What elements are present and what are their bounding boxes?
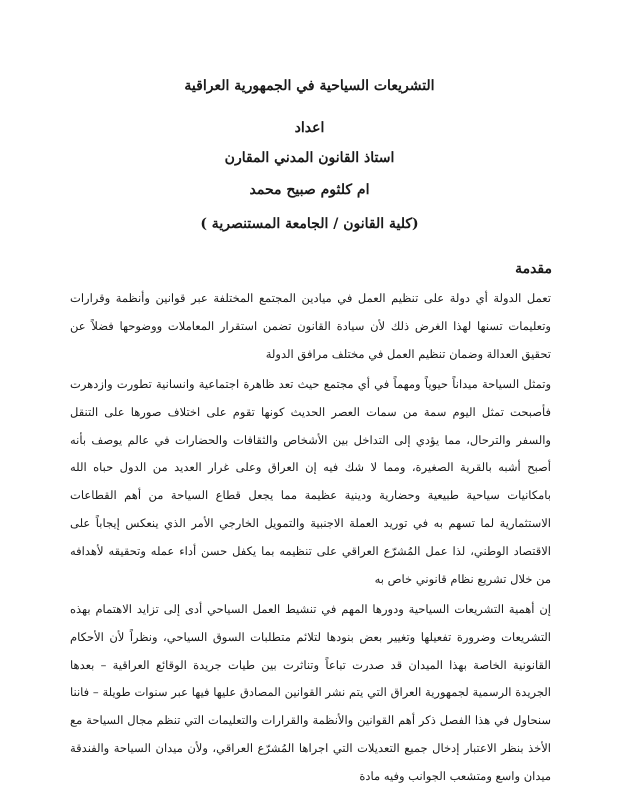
section-heading: مقدمة <box>515 261 552 277</box>
paragraph-3: إن أهمية التشريعات السياحية ودورها المهم في تنشيط العمل السياحي أدى إلى تزايد الاهتمام بهذه التشريعات وضرورة تفعيلها وتغيير بعض بنودها لتلائم متطلبات السوق السياحي، ونظراً لأن الأحكام القانونية الخاصة بهذا الميدان قد صدرت تباعاً وتناثرت بين طيات جريدة الوقائع العراقية – بعدها الجريدة الرسمية لجمهورية العراق التي يتم نشر القوانين المصادق عليها فيها عبر سنوات طويلة – فاننا سنحاول في هذا الفصل ذكر أهم القوانين والأنظمة والقرارات والتعليمات التي تنظم مجال السياحة مع الأخذ بنظر الاعتبار إدخال جميع التعديلات التي اجراها المُشرّع العراقي، ولأن ميدان السياحة والفندقة ميدان واسع ومتشعب الجوانب وفيه مادة <box>70 602 551 783</box>
paragraph-2: وتمثل السياحة ميداناً حيوياً ومهماً في أي مجتمع حيث تعد ظاهرة اجتماعية وانسانية تطورت وازدهرت فأصبحت تمثل اليوم سمة من سمات العصر الحديث كونها تقوم على اختلاف صورها على التنقل والسفر والترحال، مما يؤدي إلى التداخل بين الأشخاص والثقافات والحضارات في عالم يوصف بأنه أصبح أشبه بالقرية الصغيرة، ومما لا شك فيه إن العراق وعلى غرار العديد من الدول حباه الله بامكانيات سياحية طبيعية وحضارية ودينية عظيمة مما يجعل قطاع السياحة من أهم القطاعات الاستثمارية لما تسهم به في توريد العملة الاجنبية والتمويل الخارجي الأمر الذي ينعكس إيجاباً على الاقتصاد الوطني، لذا عمل المُشرّع العراقي على تنظيمه بما يكفل حسن أداء عمله وتحقيقه لأهدافه من خلال تشريع نظام قانوني خاص به <box>70 377 551 586</box>
paragraph-1: تعمل الدولة أي دولة على تنظيم العمل في ميادين المجتمع المختلفة عبر قوانين وأنظمة وقرارات وتعليمات تسنها لهذا الغرض ذلك لأن سيادة القانون تضمن استقرار المعاملات ووضوحها فضلاً عن تحقيق العدالة وضمان تنظيم العمل في مختلف مرافق الدولة <box>70 291 551 361</box>
document-title: التشريعات السياحية في الجمهورية العراقية <box>184 78 435 94</box>
prepared-by-label: اعداد <box>294 120 325 136</box>
author-name: ام كلثوم صبيح محمد <box>249 182 370 198</box>
author-affiliation: (كلية القانون / الجامعة المستنصرية ) <box>200 216 419 232</box>
author-position: استاذ القانون المدني المقارن <box>224 150 395 166</box>
